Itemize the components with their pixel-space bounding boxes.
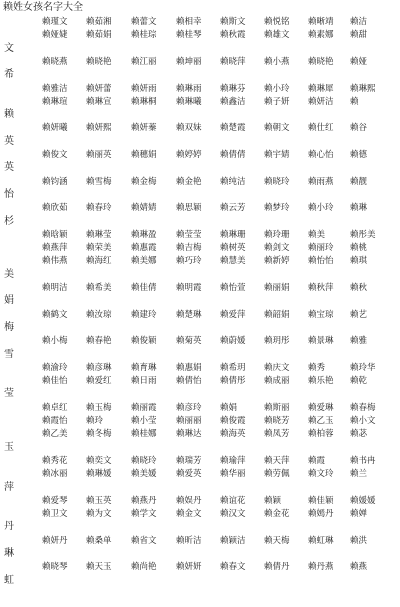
name-row [0,309,400,321]
girl-name: 赖仕红 [308,123,334,134]
girl-name: 赖明霞 [176,283,202,293]
name-row [0,335,400,347]
girl-name: 赖小文 [350,416,376,426]
girl-name: 赖书冉 [350,455,376,466]
girl-name: 赖乙美 [42,429,68,440]
girl-name: 赖成丽 [264,376,290,387]
girl-name: 赖晰靖 [308,17,334,27]
girl-name: 赖爱红 [86,376,112,387]
girl-name: 赖晗颖 [42,229,68,240]
girl-name: 赖晓艳 [308,56,334,67]
marker-row [0,548,400,560]
girl-name: 赖惠霞 [131,243,157,254]
girl-name: 赖梦玲 [264,203,290,214]
girl-name: 赖为文 [86,509,112,520]
girl-name: 赖乙玉 [308,416,334,426]
girl-name: 赖荣美 [86,243,112,254]
girl-name: 赖桃 [350,243,368,254]
girl-name: 赖心怡 [308,150,334,160]
name-row [0,242,400,254]
row-marker: 梅 [4,321,14,333]
girl-name: 赖晓芳 [264,416,290,426]
row-marker: 琳 [4,548,14,559]
girl-name: 赖虹琳 [308,535,334,546]
girl-name: 赖小梅 [42,336,68,347]
girl-name: 赖爱英 [176,469,202,480]
girl-name: 赖鑫洁 [220,96,246,107]
girl-name: 赖晓艳 [86,56,112,67]
name-row [0,561,400,573]
girl-name: 赖凤芳 [264,429,290,440]
marker-row [0,136,400,148]
girl-name: 赖文玲 [308,469,334,480]
name-row [0,428,400,440]
girl-name: 赖秋萍 [308,283,334,293]
marker-row [0,216,400,228]
girl-name: 赖丽玲 [308,243,334,254]
girl-name: 赖卓红 [42,402,68,413]
girl-name: 赖琳莹 [86,229,112,240]
girl-name: 赖妍洁 [308,96,334,107]
girl-name: 赖玥彤 [264,336,290,347]
girl-name: 赖丽英 [86,150,112,160]
row-marker: 虹 [4,574,14,586]
girl-name: 赖冰丽 [42,469,68,480]
name-row [0,375,400,387]
girl-name: 赖桑单 [86,535,112,546]
girl-name: 赖倩彤 [220,376,246,387]
row-marker: 美 [4,268,14,280]
marker-row [0,43,400,55]
girl-name: 赖谊花 [220,495,246,506]
girl-name: 赖彤美 [350,229,376,240]
girl-name: 赖莹莹 [176,229,202,240]
girl-name: 赖玲华 [350,362,376,373]
girl-name: 赖玲 [86,416,104,426]
name-row [0,83,400,95]
girl-name: 赖秋 [350,283,368,293]
girl-name: 赖纯洁 [220,176,246,187]
girl-name: 赖靓 [350,176,368,187]
girl-name: 赖媛媛 [350,495,376,506]
girl-name: 赖卫文 [42,509,68,520]
girl-name: 赖春艳 [86,336,112,347]
girl-name: 赖渝玲 [42,362,68,373]
girl-name: 赖劳佩 [264,469,290,480]
girl-name: 赖钧涵 [42,176,68,187]
marker-row [0,109,400,121]
girl-name: 赖霞怡 [42,416,68,426]
girl-name: 赖玉梅 [86,402,112,413]
name-row [0,362,400,374]
girl-name: 赖伟燕 [42,256,68,267]
marker-row [0,69,400,81]
girl-name: 赖日雨 [131,376,157,387]
row-marker: 莹 [4,388,14,400]
marker-row [0,269,400,281]
girl-name: 赖爱萍 [220,309,246,320]
row-marker: 英 [4,162,14,174]
girl-name: 赖洁 [350,17,368,27]
girl-name: 赖妍熙 [86,123,112,134]
row-marker: 希 [4,69,14,81]
girl-name: 赖妍雨 [131,83,157,94]
girl-name: 赖燕丹 [131,495,157,506]
girl-name: 赖婧婧 [131,203,157,214]
girl-name: 赖兰 [350,469,368,480]
girl-name: 赖桂娜 [131,429,157,440]
girl-name: 赖云芳 [220,203,246,214]
girl-name: 赖丽丽 [176,416,202,426]
girl-name: 赖素娜 [308,30,334,41]
girl-name: 赖彦玲 [176,402,202,413]
girl-name: 赖小莹 [131,416,157,426]
girl-name: 赖穗娟 [131,150,157,160]
girl-name: 赖妍曦 [42,123,68,134]
girl-name: 赖苾 [350,429,368,440]
girl-name: 赖艺 [350,309,368,320]
girl-name: 赖佳怡 [42,376,68,387]
name-row [0,468,400,480]
marker-row [0,295,400,307]
girl-name: 赖春文 [220,562,246,573]
girl-name: 赖琳雨 [176,83,202,94]
name-row [0,229,400,241]
girl-name: 赖希美 [86,283,112,293]
girl-name: 赖金花 [264,509,290,520]
girl-name: 赖楚霞 [220,123,246,134]
girl-name: 赖丽霞 [131,402,157,413]
name-row [0,16,400,28]
girl-name: 赖琳珊 [220,229,246,240]
girl-name: 赖丹燕 [308,562,334,573]
girl-name: 赖汉文 [220,509,246,520]
name-row [0,122,400,134]
girl-name: 赖娅婕 [42,30,68,41]
girl-name: 赖茹湘 [86,17,112,27]
girl-name: 赖秋霞 [220,30,246,41]
name-row [0,508,400,520]
girl-name: 赖乐艳 [308,376,334,387]
girl-name: 赖欣茹 [42,203,68,214]
girl-name: 赖琳熙 [350,83,376,94]
girl-name: 赖尚艳 [131,562,157,573]
marker-row [0,349,400,361]
girl-name: 赖吉梅 [176,243,202,254]
girl-name: 赖雅洁 [42,83,68,94]
row-marker: 娟 [4,295,14,307]
name-row [0,495,400,507]
girl-name: 赖颖洁 [220,535,246,546]
girl-name: 赖琳犀 [308,83,334,94]
row-marker: 赖 [4,109,14,121]
girl-name: 赖子妍 [264,96,290,107]
girl-name: 赖倩怡 [176,376,202,387]
girl-name: 赖娅 [350,56,368,67]
marker-row [0,189,400,201]
girl-name: 赖琪 [350,256,368,267]
row-marker: 丹 [4,521,14,533]
girl-name: 赖琳芬 [220,83,246,94]
girl-name: 赖琳桐 [131,96,157,107]
girl-name: 赖颖 [264,495,282,506]
girl-name: 赖倩倩 [220,150,246,160]
girl-name: 赖倩丹 [264,562,290,573]
girl-name: 赖希玥 [220,362,246,373]
girl-name: 赖冬梅 [86,429,112,440]
name-row [0,415,400,427]
girl-name: 赖天萍 [264,455,290,466]
girl-name: 赖爱琳 [308,402,334,413]
girl-name: 赖妍蕾 [86,83,112,94]
name-row [0,176,400,188]
girl-name: 赖晓琴 [42,562,68,573]
row-marker: 杉 [4,215,14,227]
girl-name: 赖琳 [350,203,368,214]
girl-name: 赖育琳 [131,362,157,373]
girl-name: 赖妍蓁 [131,123,157,134]
girl-name: 赖楚琳 [176,309,202,320]
girl-name: 赖明洁 [42,283,68,293]
girl-name: 赖霞 [308,455,326,466]
girl-name: 赖慧美 [220,256,246,267]
girl-name: 赖谷 [350,123,368,134]
name-row [0,149,400,161]
girl-name: 赖晓萍 [220,56,246,67]
document-title: 赖姓女孩名字大全 [3,2,83,13]
name-row [0,202,400,214]
girl-name: 赖宝琼 [308,309,334,320]
girl-name: 赖彦琳 [86,362,112,373]
girl-name: 赖省文 [131,535,157,546]
girl-name: 赖美 [308,229,326,240]
girl-name: 赖琳媛 [86,469,112,480]
girl-name: 赖洪 [350,535,368,546]
girl-name: 赖金艳 [176,176,202,187]
girl-name: 赖 [350,96,359,107]
row-marker: 英 [4,135,14,147]
girl-name: 赖嫣丹 [308,509,334,520]
girl-name: 赖美娜 [131,256,157,267]
name-row [0,255,400,267]
girl-name: 赖天梅 [264,535,290,546]
marker-row [0,575,400,587]
marker-row [0,388,400,400]
girl-name: 赖蔚媛 [220,336,246,347]
girl-name: 赖爱琴 [42,495,68,506]
girl-name: 赖斯文 [220,17,246,27]
row-marker: 雪 [4,348,14,360]
girl-name: 赖佳颖 [308,495,334,506]
row-marker: 文 [4,42,14,54]
girl-name: 赖鹤文 [42,309,68,320]
girl-name: 赖娟 [220,402,238,413]
name-row [0,455,400,467]
girl-name: 赖悦铭 [264,17,290,27]
marker-row [0,442,400,454]
girl-name: 赖海红 [86,256,112,267]
girl-name: 赖瑾文 [42,17,68,27]
girl-name: 赖庆文 [264,362,290,373]
girl-name: 赖琳曦 [176,96,202,107]
girl-name: 赖雪梅 [86,176,112,187]
girl-name: 赖俊颖 [131,336,157,347]
girl-name: 赖韶娟 [264,309,290,320]
girl-name: 赖俊霞 [220,416,246,426]
girl-name: 赖小燕 [264,56,290,67]
girl-name: 赖佳倩 [131,283,157,293]
girl-name: 赖晓玲 [131,455,157,466]
girl-name: 赖妍妍 [176,562,202,573]
row-marker: 怡 [4,188,14,200]
girl-name: 赖新婷 [264,256,290,267]
girl-name: 赖双妹 [176,123,202,134]
girl-name: 赖燕萍 [42,243,68,254]
girl-name: 赖雨燕 [308,176,334,187]
girl-name: 赖茹娟 [86,30,112,41]
girl-name: 赖玲珊 [264,229,290,240]
girl-name: 赖斯丽 [264,402,290,413]
girl-name: 赖春玲 [86,203,112,214]
girl-name: 赖燕 [350,562,368,573]
girl-name: 赖剑文 [264,243,290,254]
girl-name: 赖晓燕 [42,56,68,67]
name-row [0,56,400,68]
girl-name: 赖娱丹 [176,495,202,506]
girl-name: 赖妍丹 [42,535,68,546]
girl-name: 赖柏蓉 [308,429,334,440]
girl-name: 赖金文 [176,509,202,520]
girl-name: 赖丽娟 [264,283,290,293]
girl-name: 赖琳达 [176,429,202,440]
name-row [0,402,400,414]
girl-name: 赖天玉 [86,562,112,573]
girl-name: 赖怡萱 [220,283,246,293]
girl-name: 赖思颖 [176,203,202,214]
girl-name: 赖雅 [350,336,368,347]
girl-name: 赖晓玲 [264,176,290,187]
name-row [0,282,400,294]
girl-name: 赖桂琴 [176,30,202,41]
girl-name: 赖美媛 [131,469,157,480]
girl-name: 赖婷婷 [176,150,202,160]
girl-name: 赖小玲 [264,83,290,94]
girl-name: 赖甜 [350,30,368,41]
girl-name: 赖俊文 [42,150,68,160]
marker-row [0,521,400,533]
girl-name: 赖惠娟 [176,362,202,373]
girl-name: 赖小玲 [308,203,334,214]
girl-name: 赖雄文 [264,30,290,41]
name-row [0,29,400,41]
name-row [0,535,400,547]
marker-row [0,162,400,174]
girl-name: 赖春梅 [350,402,376,413]
girl-name: 赖瑜萍 [220,455,246,466]
girl-name: 赖瑞芳 [176,455,202,466]
girl-name: 赖菊英 [176,336,202,347]
girl-name: 赖巧玲 [176,256,202,267]
girl-name: 赖学文 [131,509,157,520]
girl-name: 赖华丽 [220,469,246,480]
girl-name: 赖奕文 [86,455,112,466]
girl-name: 赖相幸 [176,17,202,27]
marker-row [0,322,400,334]
girl-name: 赖树英 [220,243,246,254]
marker-row [0,482,400,494]
girl-name: 赖朝文 [264,123,290,134]
girl-name: 赖乾 [350,376,368,387]
girl-name: 赖琳瑄 [42,96,68,107]
row-marker: 玉 [4,441,14,453]
girl-name: 赖琳宣 [86,96,112,107]
girl-name: 赖玉英 [86,495,112,506]
girl-name: 赖汝琼 [86,309,112,320]
girl-name: 赖景琳 [308,336,334,347]
girl-name: 赖江丽 [131,56,157,67]
girl-name: 赖怡怡 [308,256,334,267]
name-row [0,96,400,108]
girl-name: 赖蕾文 [131,17,157,27]
girl-name: 赖海英 [220,429,246,440]
girl-name: 赖昕洁 [176,535,202,546]
girl-name: 赖德 [350,150,368,160]
girl-name: 赖婵 [350,509,368,520]
girl-name: 赖桂琮 [131,30,157,41]
row-marker: 萍 [4,481,14,493]
girl-name: 赖琳盈 [131,229,157,240]
girl-name: 赖宇婧 [264,150,290,160]
girl-name: 赖秀花 [42,455,68,466]
girl-name: 赖坤丽 [176,56,202,67]
girl-name: 赖建玲 [131,309,157,320]
girl-name: 赖金梅 [131,176,157,187]
girl-name: 赖秀 [308,362,326,373]
